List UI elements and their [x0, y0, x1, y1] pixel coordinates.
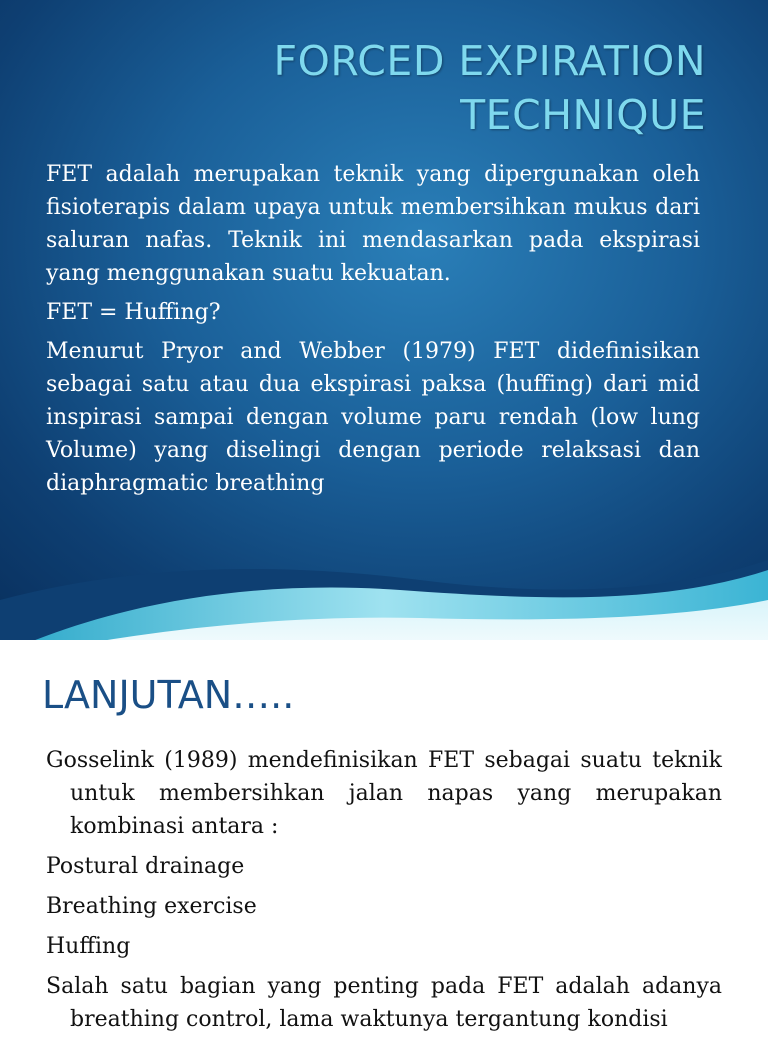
slide-1-paragraph-1: FET adalah merupakan teknik yang dipergunakan oleh fisioterapis dalam upaya untuk membersihkan mukus dari saluran nafas. Teknik ini mendasarkan pada ekspirasi yang menggunakan suatu kekuatan. — [46, 162, 700, 286]
slide-1-title-line-2: TECHNIQUE — [460, 91, 706, 139]
slide-2-bullet-breathing-exercise: Breathing exercise — [46, 894, 257, 919]
slide-2-bullet-postural-drainage: Postural drainage — [46, 854, 245, 879]
slide-2-body — [46, 744, 722, 1043]
slide-2-title: LANJUTAN….. — [42, 673, 295, 717]
slide-2-paragraph-5: Salah satu bagian yang penting pada FET adalah adanya breathing control, lama waktunya tergantung kondisi — [46, 974, 722, 1032]
slide-2-bullet-huffing: Huffing — [46, 934, 131, 959]
slide-2-paragraph-1: Gosselink (1989) mendefinisikan FET sebagai suatu teknik untuk membersihkan jalan napas yang merupakan kombinasi antara : — [46, 748, 722, 839]
slide-1-paragraph-3: Menurut Pryor and Webber (1979) FET didefinisikan sebagai satu atau dua ekspirasi paksa (huffing) dari mid inspirasi sampai dengan volume paru rendah (low lung Volume) yang diselingi dengan periode relaksasi dan diaphragmatic breathing — [46, 339, 700, 496]
slide-1-body — [46, 158, 700, 506]
slide-2 — [0, 640, 768, 1032]
slide-1-title-line-1: FORCED EXPIRATION — [273, 37, 706, 85]
slide-1-paragraph-2: FET = Huffing? — [46, 300, 221, 325]
slide-1-title — [106, 34, 706, 142]
